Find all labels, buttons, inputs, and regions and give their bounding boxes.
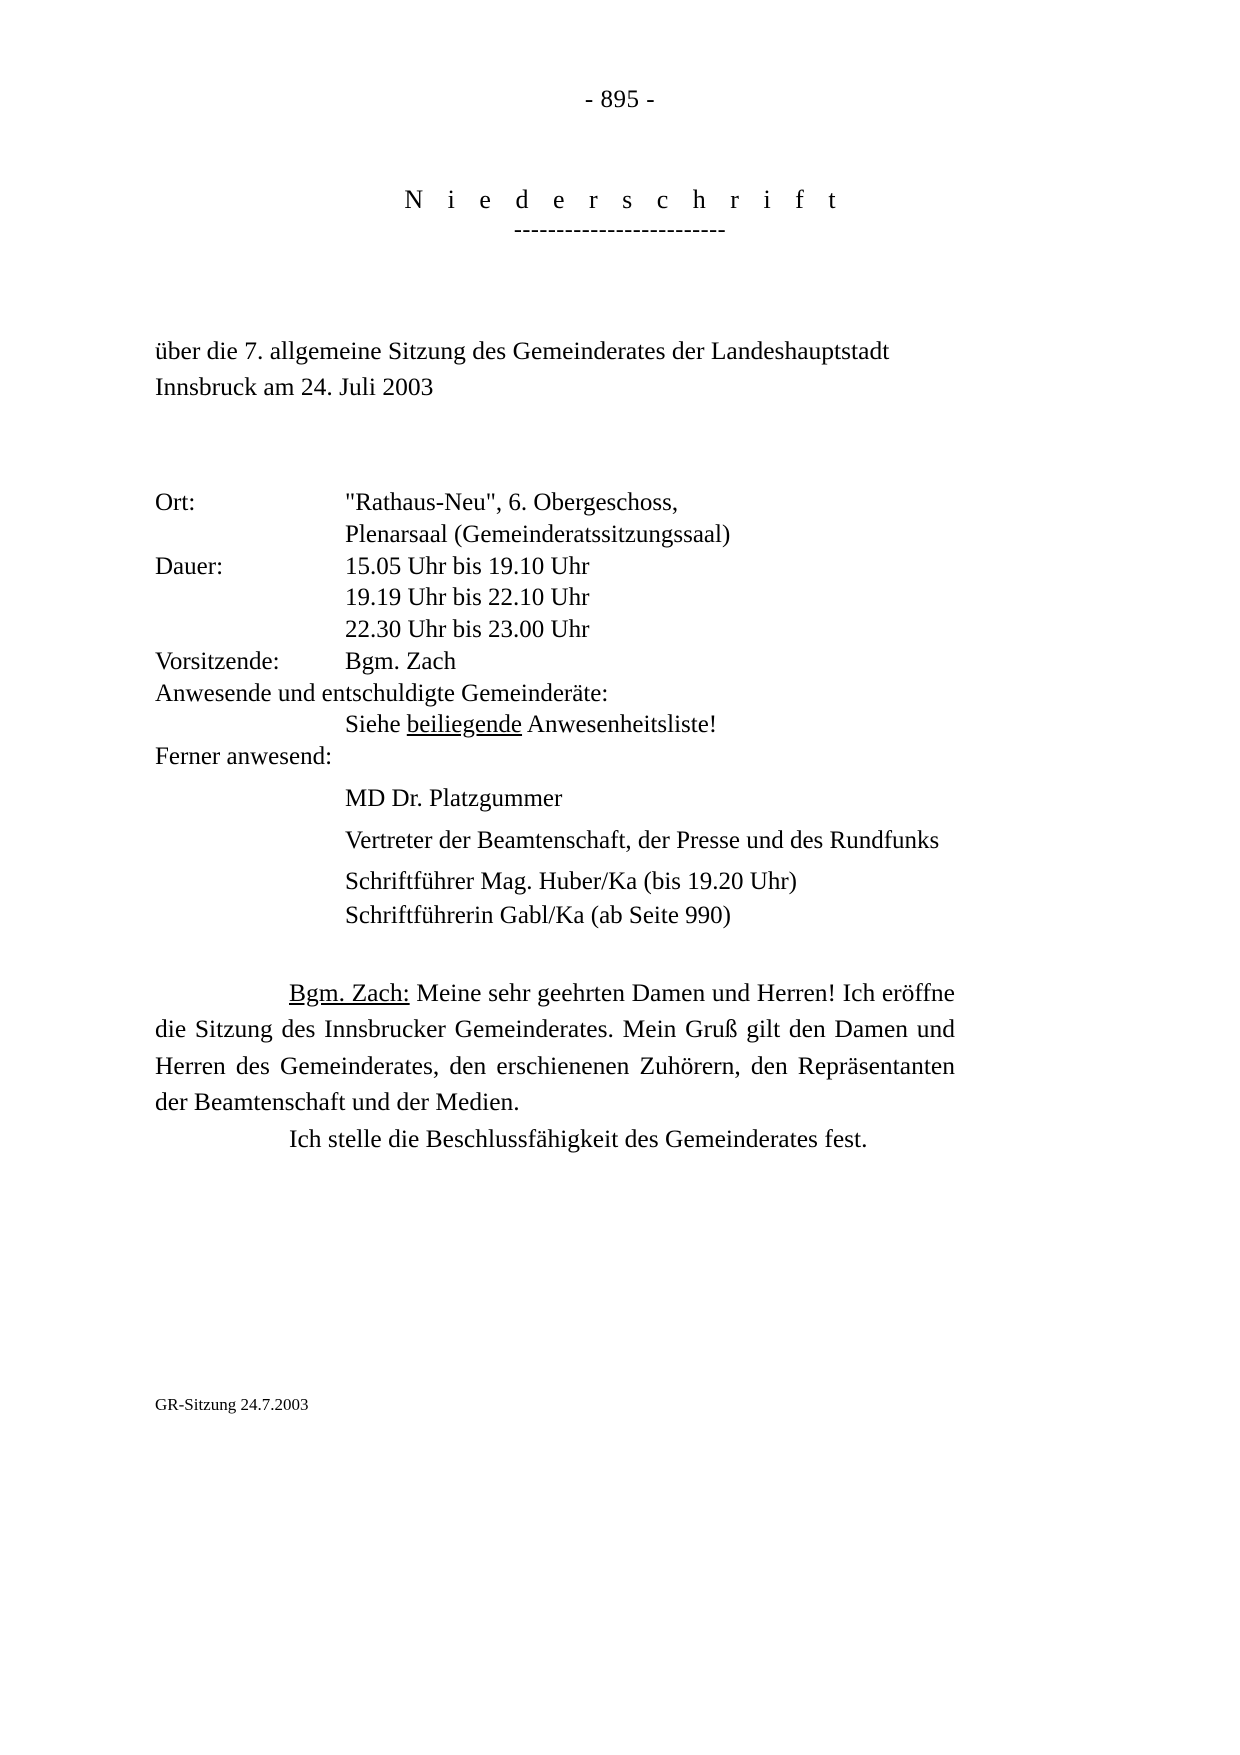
speech-paragraph-1-text: Meine sehr geehrten Damen und Herren! Ich eröffne die Sitzung des Innsbrucker Gemeinderates. Mein Gruß gilt den Damen und Herren des Gemeinderates, den erschienenen Zuhörern, den Repräsentanten der Beamtenschaft und der Medien. [155, 978, 955, 1117]
dauer-line-2: 19.19 Uhr bis 22.10 Uhr [345, 584, 590, 612]
detail-row-vorsitzende [155, 646, 1015, 678]
detail-row-ort [155, 487, 1015, 551]
detail-label-anwesende: Anwesende und entschuldigte Gemeinderäte: [155, 679, 609, 707]
intro-line-2: Innsbruck am 24. Juli 2003 [155, 372, 434, 402]
meeting-details [155, 487, 1015, 932]
list-item: Schriftführerin Gabl/Ka (ab Seite 990) [345, 902, 731, 929]
footer-text: GR-Sitzung 24.7.2003 [155, 1395, 309, 1414]
list-item: MD Dr. Platzgummer [345, 784, 563, 812]
ferner-anwesend-list [155, 783, 1015, 932]
list-item: Vertreter der Beamtenschaft, der Presse und des Rundfunks [345, 826, 940, 854]
anwesende-text-pre: Siehe [345, 711, 407, 739]
detail-label-ort: Ort: [155, 489, 196, 516]
intro-line-1: über die 7. allgemeine Sitzung des Gemeinderates der Landeshauptstadt [155, 336, 890, 365]
detail-label-dauer: Dauer: [155, 552, 224, 580]
dauer-line-3: 22.30 Uhr bis 23.00 Uhr [345, 616, 590, 643]
detail-label-ferner: Ferner anwesend: [155, 743, 333, 770]
title-underline-rule: ------------------------- [513, 217, 727, 243]
ort-line-1: "Rathaus-Neu", 6. Obergeschoss, [345, 489, 679, 516]
intro-paragraph [155, 333, 955, 405]
dauer-line-1: 15.05 Uhr bis 19.10 Uhr [345, 552, 590, 580]
list-item: Schriftführer Mag. Huber/Ka (bis 19.20 Uhr) [345, 868, 797, 896]
detail-row-dauer [155, 551, 1015, 646]
speech-paragraph-1 [155, 975, 955, 1121]
detail-value-ort [345, 487, 1015, 551]
title-block [0, 185, 1240, 243]
speech-paragraph-2: Ich stelle die Beschlussfähigkeit des Gemeinderates fest. [289, 1123, 868, 1153]
detail-value-vorsitzende: Bgm. Zach [345, 647, 457, 675]
speech-body [155, 975, 955, 1157]
page-title: N i e d e r s c h r i f t [404, 185, 845, 214]
detail-value-anwesende [155, 709, 1015, 741]
ort-line-2: Plenarsaal (Gemeinderatssitzungssaal) [345, 520, 731, 548]
anwesende-text-post: Anwesenheitsliste! [522, 711, 718, 739]
anwesende-text-underlined: beiliegende [406, 711, 523, 739]
detail-label-vorsitzende: Vorsitzende: [155, 647, 280, 675]
detail-value-dauer [345, 551, 1015, 646]
speaker-name: Bgm. Zach: [289, 978, 410, 1007]
page-number: - 895 - [584, 86, 656, 113]
